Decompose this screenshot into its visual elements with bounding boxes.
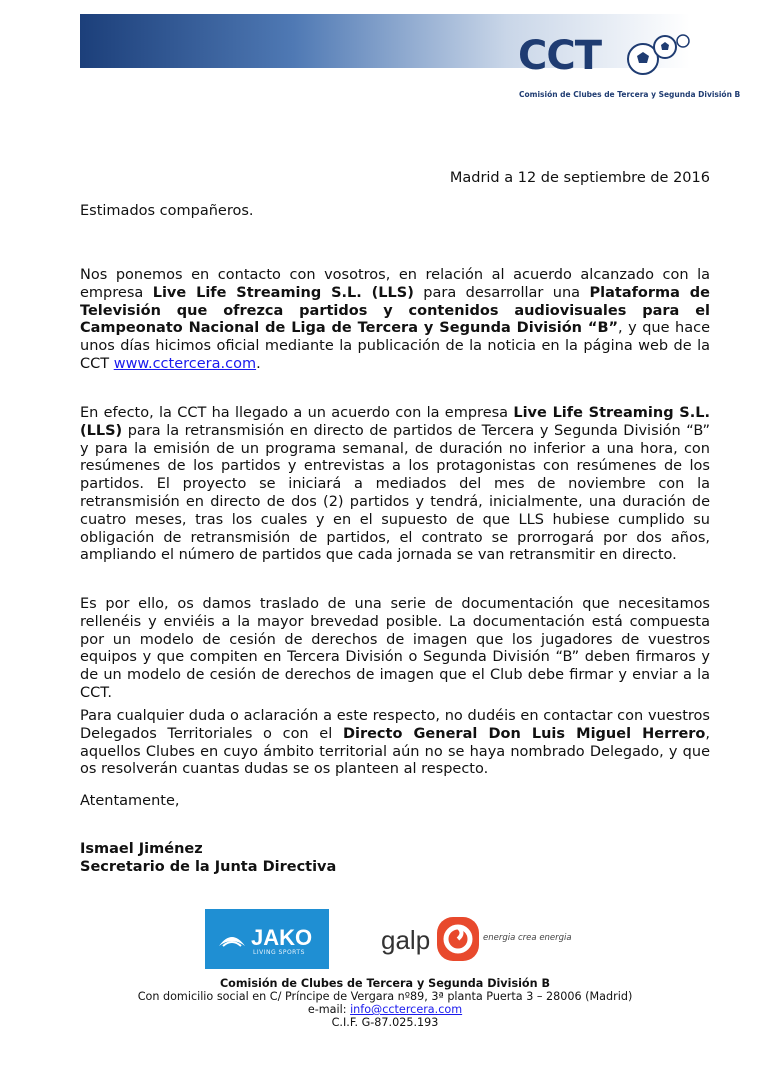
letter-date: Madrid a 12 de septiembre de 2016 xyxy=(449,170,710,186)
footer-cif: C.I.F. G-87.025.193 xyxy=(331,1016,439,1029)
footer-address: Con domicilio social en C/ Príncipe de Vergara nº89, 3ª planta Puerta 3 – 28006 (Madrid) xyxy=(137,990,633,1003)
signature-title: Secretario de la Junta Directiva xyxy=(80,859,337,875)
p4-text-2: , aquellos Clubes en cuyo ámbito territorial aún no se haya nombrado Delegado, y que os resolverán cuantas dudas se os planteen al respecto. xyxy=(80,725,710,778)
cct-logo xyxy=(518,33,601,79)
paragraph-4 xyxy=(80,708,710,779)
signature-name: Ismael Jiménez xyxy=(80,841,203,857)
p1-text-4: . xyxy=(256,355,261,372)
galp-emblem-icon xyxy=(435,915,481,963)
footer-email-line xyxy=(0,1004,770,1017)
letter-closing: Atentamente, xyxy=(80,793,180,809)
p4-text-1: Para cualquier duda o aclaración a este respecto, no dudéis en contactar con vuestros Delegados Territoriales o con el xyxy=(80,708,710,742)
website-link[interactable]: www.cctercera.com xyxy=(113,355,257,372)
logo-text: CCT xyxy=(518,33,601,79)
p1-text-3: , y que hace unos días hicimos oficial mediante la publicación de la noticia en la página web de la CCT xyxy=(80,320,710,372)
footer-org: Comisión de Clubes de Tercera y Segunda División B xyxy=(219,977,551,990)
football-balls-icon xyxy=(625,33,691,77)
paragraph-2 xyxy=(80,405,710,565)
p2-text-1: En efecto, la CCT ha llegado a un acuerdo con la empresa xyxy=(80,405,514,421)
p1-platform: Plataforma de Televisión que ofrezca partidos y contenidos audiovisuales para el Campeonato Nacional de Liga de Tercera y Segunda División “B” xyxy=(80,284,711,337)
p2-company: Live Life Streaming S.L. (LLS) xyxy=(80,405,710,439)
galp-tagline: energia crea energia xyxy=(483,933,572,943)
galp-wordmark: galp xyxy=(381,925,431,955)
p1-text-2: para desarrollar una xyxy=(413,284,590,301)
p1-text-1: Nos ponemos en contacto con vosotros, en relación al acuerdo alcanzado con la empresa xyxy=(80,267,710,301)
p2-text-2: para la retransmisión en directo de partidos de Tercera y Segunda División “B” y para la emisión de un programa semanal, de duración no inferior a una hora, con resúmenes de los partidos y entrevistas a los protagonistas con resúmenes de los partidos. El proyecto se iniciará a mediados del mes de noviembre con la retransmisión en directo de dos (2) partidos y tendrá, inicialmente, una duración de cuatro meses, tras los cuales y en el supuesto de que LLS hubiese cumplido su obligación de retransmisión de partidos, el contrato se prorrogará por dos años, ampliando el número de partidos que cada jornada se van retransmitir en directo. xyxy=(80,422,710,564)
footer-email-label: e-mail: xyxy=(307,1003,351,1016)
footer-email-link[interactable]: info@cctercera.com xyxy=(350,1003,463,1016)
letter-greeting: Estimados compañeros. xyxy=(80,203,254,219)
paragraph-3: Es por ello, os damos traslado de una serie de documentación que necesitamos rellenéis y enviéis a la mayor brevedad posible. La documentación está compuesta por un modelo de cesión de derechos de imagen que los jugadores de vuestros equipos y que compiten en Tercera División o Segunda División “B” deben firmaros y de un modelo de cesión de derechos de imagen que el Club debe firmar y enviar a la CCT. xyxy=(80,596,710,701)
p4-director: Directo General Don Luis Miguel Herrero xyxy=(342,725,706,742)
p1-company: Live Life Streaming S.L. (LLS) xyxy=(152,284,414,301)
jako-logo xyxy=(205,909,329,969)
paragraph-1 xyxy=(80,267,710,374)
logo-subtitle: Comisión de Clubes de Tercera y Segunda División B xyxy=(519,90,741,99)
jako-tagline: LIVING SPORTS xyxy=(253,949,305,956)
jako-wordmark: JAKO xyxy=(251,925,313,950)
jako-emblem-icon xyxy=(217,926,247,950)
